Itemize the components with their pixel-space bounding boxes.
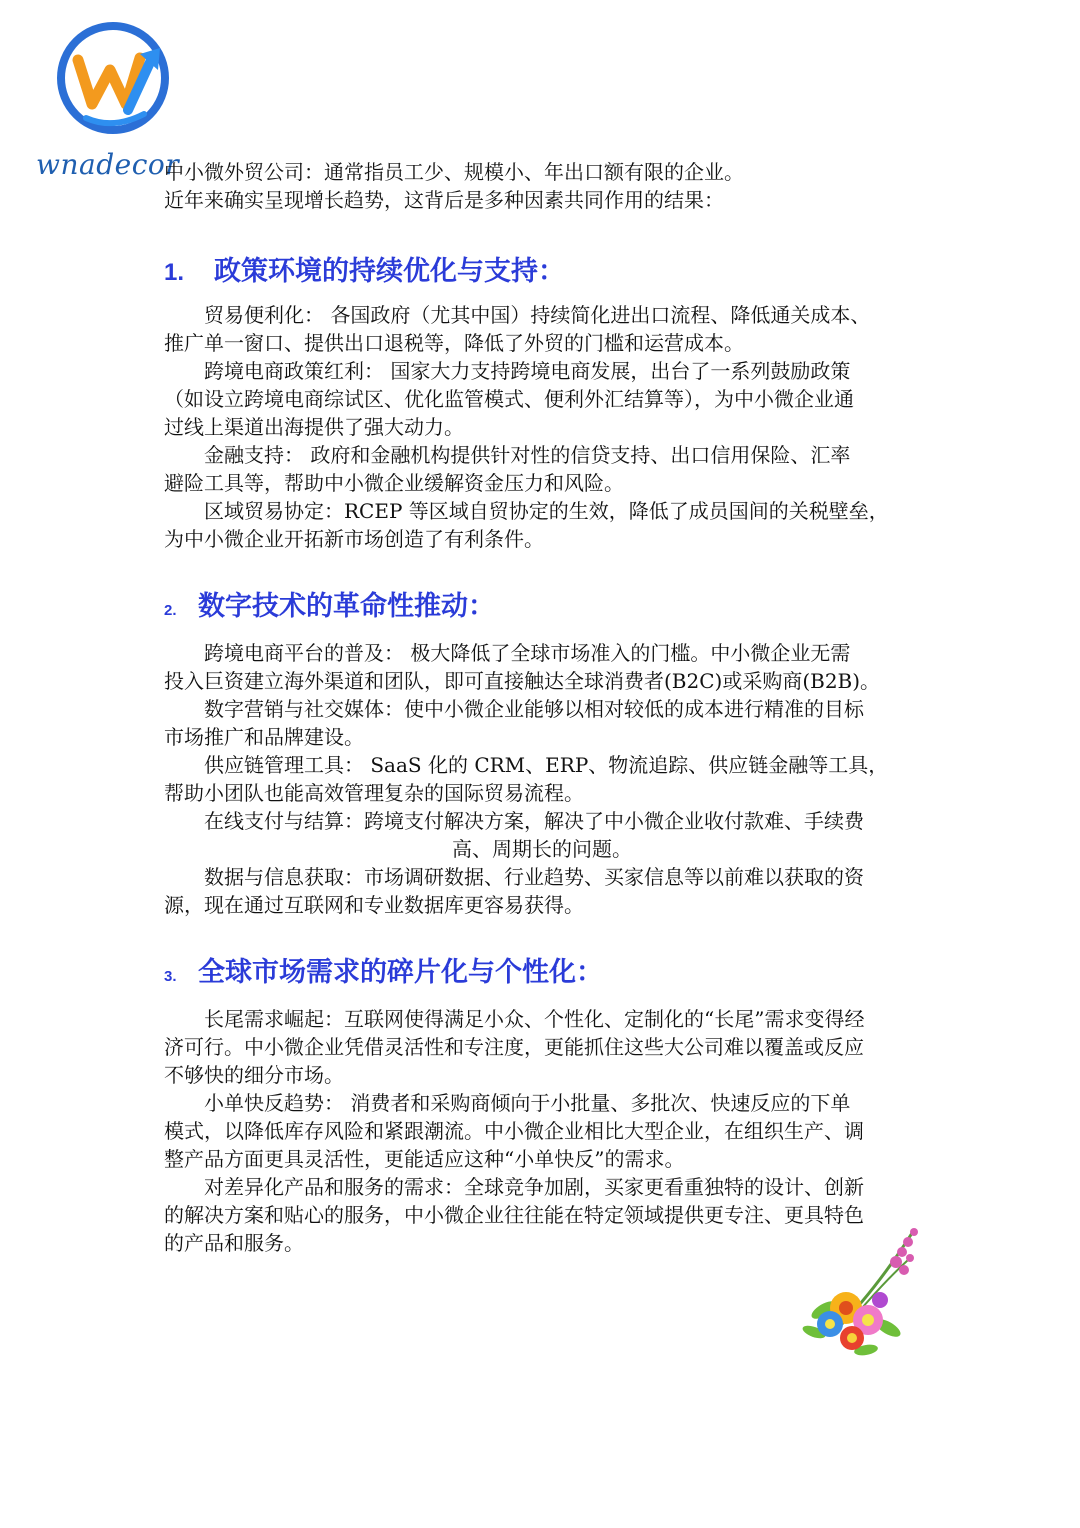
paragraph: [164, 441, 920, 497]
section-number: 2.: [164, 602, 177, 619]
paragraph-line: 小单快反趋势： 消费者和采购商倾向于小批量、多批次、快速反应的下单: [204, 1091, 851, 1115]
paragraph-line: 源，现在通过互联网和专业数据库更容易获得。: [164, 893, 584, 917]
paragraph: [164, 863, 920, 919]
paragraph-line: 对差异化产品和服务的需求：全球竞争加剧，买家更看重独特的设计、创新: [204, 1175, 864, 1199]
paragraph: [164, 639, 920, 695]
paragraph-line: 区域贸易协定：RCEP 等区域自贸协定的生效，降低了成员国间的关税壁垒，: [204, 499, 889, 523]
company-logo: [30, 18, 190, 181]
paragraph-line: 不够快的细分市场。: [164, 1063, 344, 1087]
paragraph-line: （如设立跨境电商综试区、优化监管模式、便利外汇结算等），为中小微企业通: [164, 387, 854, 411]
section-heading-digital: [164, 589, 920, 629]
paragraph-line: 整产品方面更具灵活性，更能适应这种“小单快反”的需求。: [164, 1147, 685, 1171]
flower-bouquet-icon: [796, 1220, 926, 1360]
paragraph-line: 供应链管理工具： SaaS 化的 CRM、ERP、物流追踪、供应链金融等工具，: [204, 753, 889, 777]
intro-line: 中小微外贸公司：通常指员工少、规模小、年出口额有限的企业。: [164, 160, 744, 184]
paragraph-line: 模式，以降低库存风险和紧跟潮流。中小微企业相比大型企业，在组织生产、调: [164, 1119, 864, 1143]
paragraph: [164, 497, 920, 553]
paragraph-line: 的产品和服务。: [164, 1231, 304, 1255]
paragraph: [164, 807, 920, 863]
section-title: 数字技术的革命性推动：: [198, 591, 495, 622]
logo-wordmark: wnadecor: [36, 148, 180, 181]
paragraph: [164, 1089, 920, 1173]
paragraph: [164, 751, 920, 807]
paragraph-line: 投入巨资建立海外渠道和团队，即可直接触达全球消费者(B2C)或采购商(B2B)。: [164, 669, 881, 693]
section-heading-policy: [164, 254, 920, 291]
paragraph-line: 数据与信息获取：市场调研数据、行业趋势、买家信息等以前难以获取的资: [204, 865, 864, 889]
paragraph-line: 为中小微企业开拓新市场创造了有利条件。: [164, 527, 544, 551]
intro-line: 近年来确实呈现增长趋势，这背后是多种因素共同作用的结果：: [164, 188, 724, 212]
paragraph: [164, 1005, 920, 1089]
paragraph: [164, 357, 920, 441]
paragraph-line: 贸易便利化： 各国政府（尤其中国）持续简化进出口流程、降低通关成本、: [204, 303, 871, 327]
paragraph-line: 避险工具等，帮助中小微企业缓解资金压力和风险。: [164, 471, 624, 495]
intro-block: [164, 158, 920, 214]
paragraph: [164, 301, 920, 357]
logo-mark-icon: [48, 18, 178, 143]
paragraph: [164, 695, 920, 751]
paragraph-line: 的解决方案和贴心的服务，中小微企业往往能在特定领域提供更专注、更具特色: [164, 1203, 864, 1227]
paragraph-line: 数字营销与社交媒体：使中小微企业能够以相对较低的成本进行精准的目标: [204, 697, 864, 721]
paragraph-line: 帮助小团队也能高效管理复杂的国际贸易流程。: [164, 781, 584, 805]
section-title: 全球市场需求的碎片化与个性化：: [198, 957, 603, 988]
section-heading-market: [164, 955, 920, 995]
paragraph-line: 济可行。中小微企业凭借灵活性和专注度，更能抓住这些大公司难以覆盖或反应: [164, 1035, 864, 1059]
paragraph-line: 市场推广和品牌建设。: [164, 725, 364, 749]
paragraph-line: 金融支持： 政府和金融机构提供针对性的信贷支持、出口信用保险、汇率: [204, 443, 851, 467]
paragraph-line: 高、周期长的问题。: [452, 837, 632, 861]
section-number: 1.: [164, 259, 185, 286]
paragraph-line: 推广单一窗口、提供出口退税等，降低了外贸的门槛和运营成本。: [164, 331, 744, 355]
paragraph-line: 过线上渠道出海提供了强大动力。: [164, 415, 464, 439]
paragraph-line: 在线支付与结算：跨境支付解决方案，解决了中小微企业收付款难、手续费: [204, 809, 864, 833]
section-title: 政策环境的持续优化与支持：: [214, 256, 565, 287]
paragraph-line: 跨境电商政策红利： 国家大力支持跨境电商发展，出台了一系列鼓励政策: [204, 359, 851, 383]
section-number: 3.: [164, 968, 177, 985]
paragraph-line: 长尾需求崛起：互联网使得满足小众、个性化、定制化的“长尾”需求变得经: [204, 1007, 865, 1031]
paragraph-line: 跨境电商平台的普及： 极大降低了全球市场准入的门槛。中小微企业无需: [204, 641, 851, 665]
document-body: [164, 158, 920, 1257]
